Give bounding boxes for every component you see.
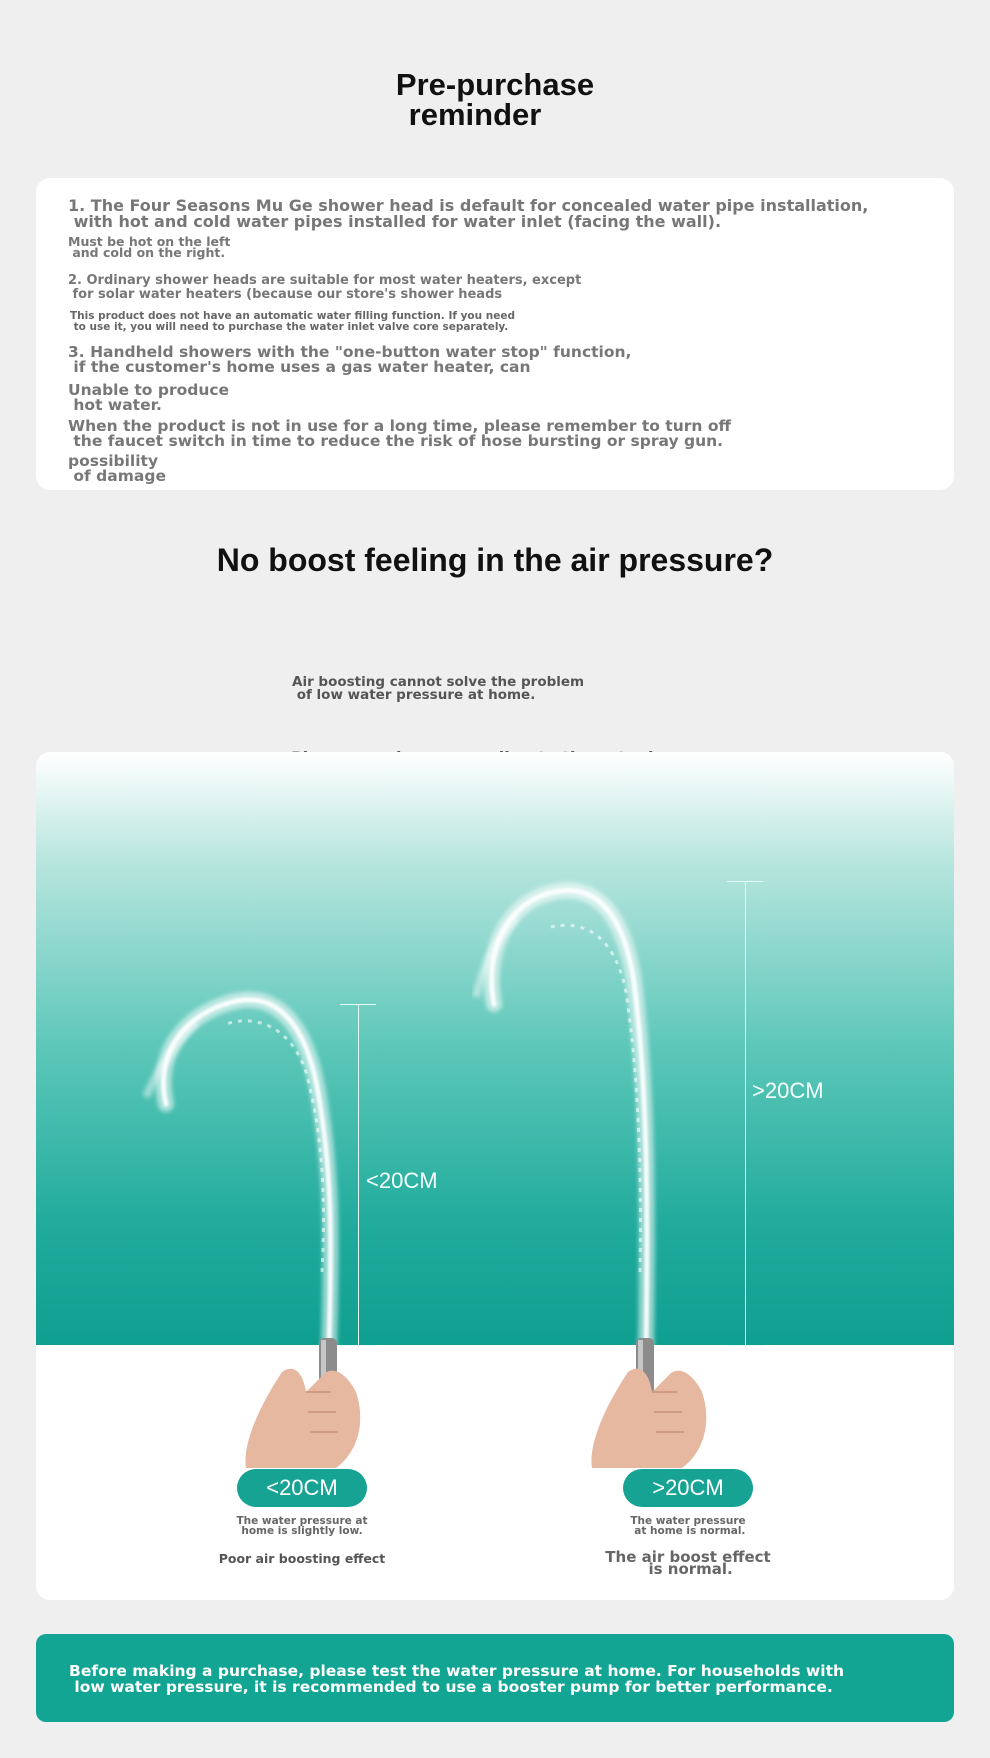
purchase-advice-banner <box>36 1634 954 1722</box>
right-height-label: >20CM <box>752 1078 824 1103</box>
pressure-comparison <box>36 752 954 1600</box>
purchase-advice-text: Before making a purchase, please test the water pressure at home. For households with low water pressure, it is recommended to use a booster pump for better performance. <box>69 1662 845 1696</box>
right-ruler-top-tick <box>727 881 763 882</box>
right-caption-effect: The air boost effect is normal. <box>605 1548 771 1578</box>
left-height-ruler <box>358 1004 359 1346</box>
left-hand-icon <box>245 1338 360 1468</box>
right-water-jet <box>476 890 647 1347</box>
right-height-ruler <box>745 881 746 1346</box>
reminder-item-4-note: possibility of damage <box>68 452 166 485</box>
reminder-item-2: 2. Ordinary shower heads are suitable for most water heaters, except for solar water heaters (because our store's shower heads <box>68 273 582 302</box>
reminder-item-1: 1. The Four Seasons Mu Ge shower head is default for concealed water pipe installation, with hot and cold water pipes installed for water inlet (facing the wall). <box>68 196 869 231</box>
left-height-label: <20CM <box>366 1168 438 1193</box>
left-caption-effect: Poor air boosting effect <box>218 1551 386 1566</box>
left-ruler-bottom-tick <box>340 1345 376 1346</box>
left-water-jet <box>146 1000 331 1347</box>
reminder-item-1-note: Must be hot on the left and cold on the right. <box>68 234 231 260</box>
reminder-card <box>36 178 954 490</box>
page-title-line1: Pre-purchase <box>395 67 595 102</box>
page-title-line2: reminder <box>408 97 542 132</box>
left-ruler-top-tick <box>340 1004 376 1005</box>
water-spray-illustration <box>36 752 954 1600</box>
reminder-item-3-note: Unable to produce hot water. <box>68 381 230 414</box>
pressure-subtitle-1: Air boosting cannot solve the problem of low water pressure at home. <box>292 674 585 703</box>
left-caption-pressure: The water pressure at home is slightly low. <box>236 1515 368 1537</box>
reminder-item-4: When the product is not in use for a long time, please remember to turn off the faucet switch in time to reduce the risk of hose bursting or spray gun. <box>68 417 732 450</box>
right-caption-pressure: The water pressure at home is normal. <box>630 1515 746 1537</box>
right-hand-icon <box>591 1338 706 1468</box>
right-pressure-badge: >20CM <box>623 1469 753 1507</box>
reminder-item-3: 3. Handheld showers with the "one-button water stop" function, if the customer's home uses a gas water heater, can <box>68 343 632 376</box>
left-pressure-badge: <20CM <box>237 1469 367 1507</box>
page-title <box>0 67 990 132</box>
right-ruler-bottom-tick <box>727 1345 763 1346</box>
reminder-item-2-note: This product does not have an automatic water filling function. If you need to use it, you will need to purchase the water inlet valve core separately. <box>70 310 516 333</box>
pressure-title: No boost feeling in the air pressure? <box>216 542 774 578</box>
